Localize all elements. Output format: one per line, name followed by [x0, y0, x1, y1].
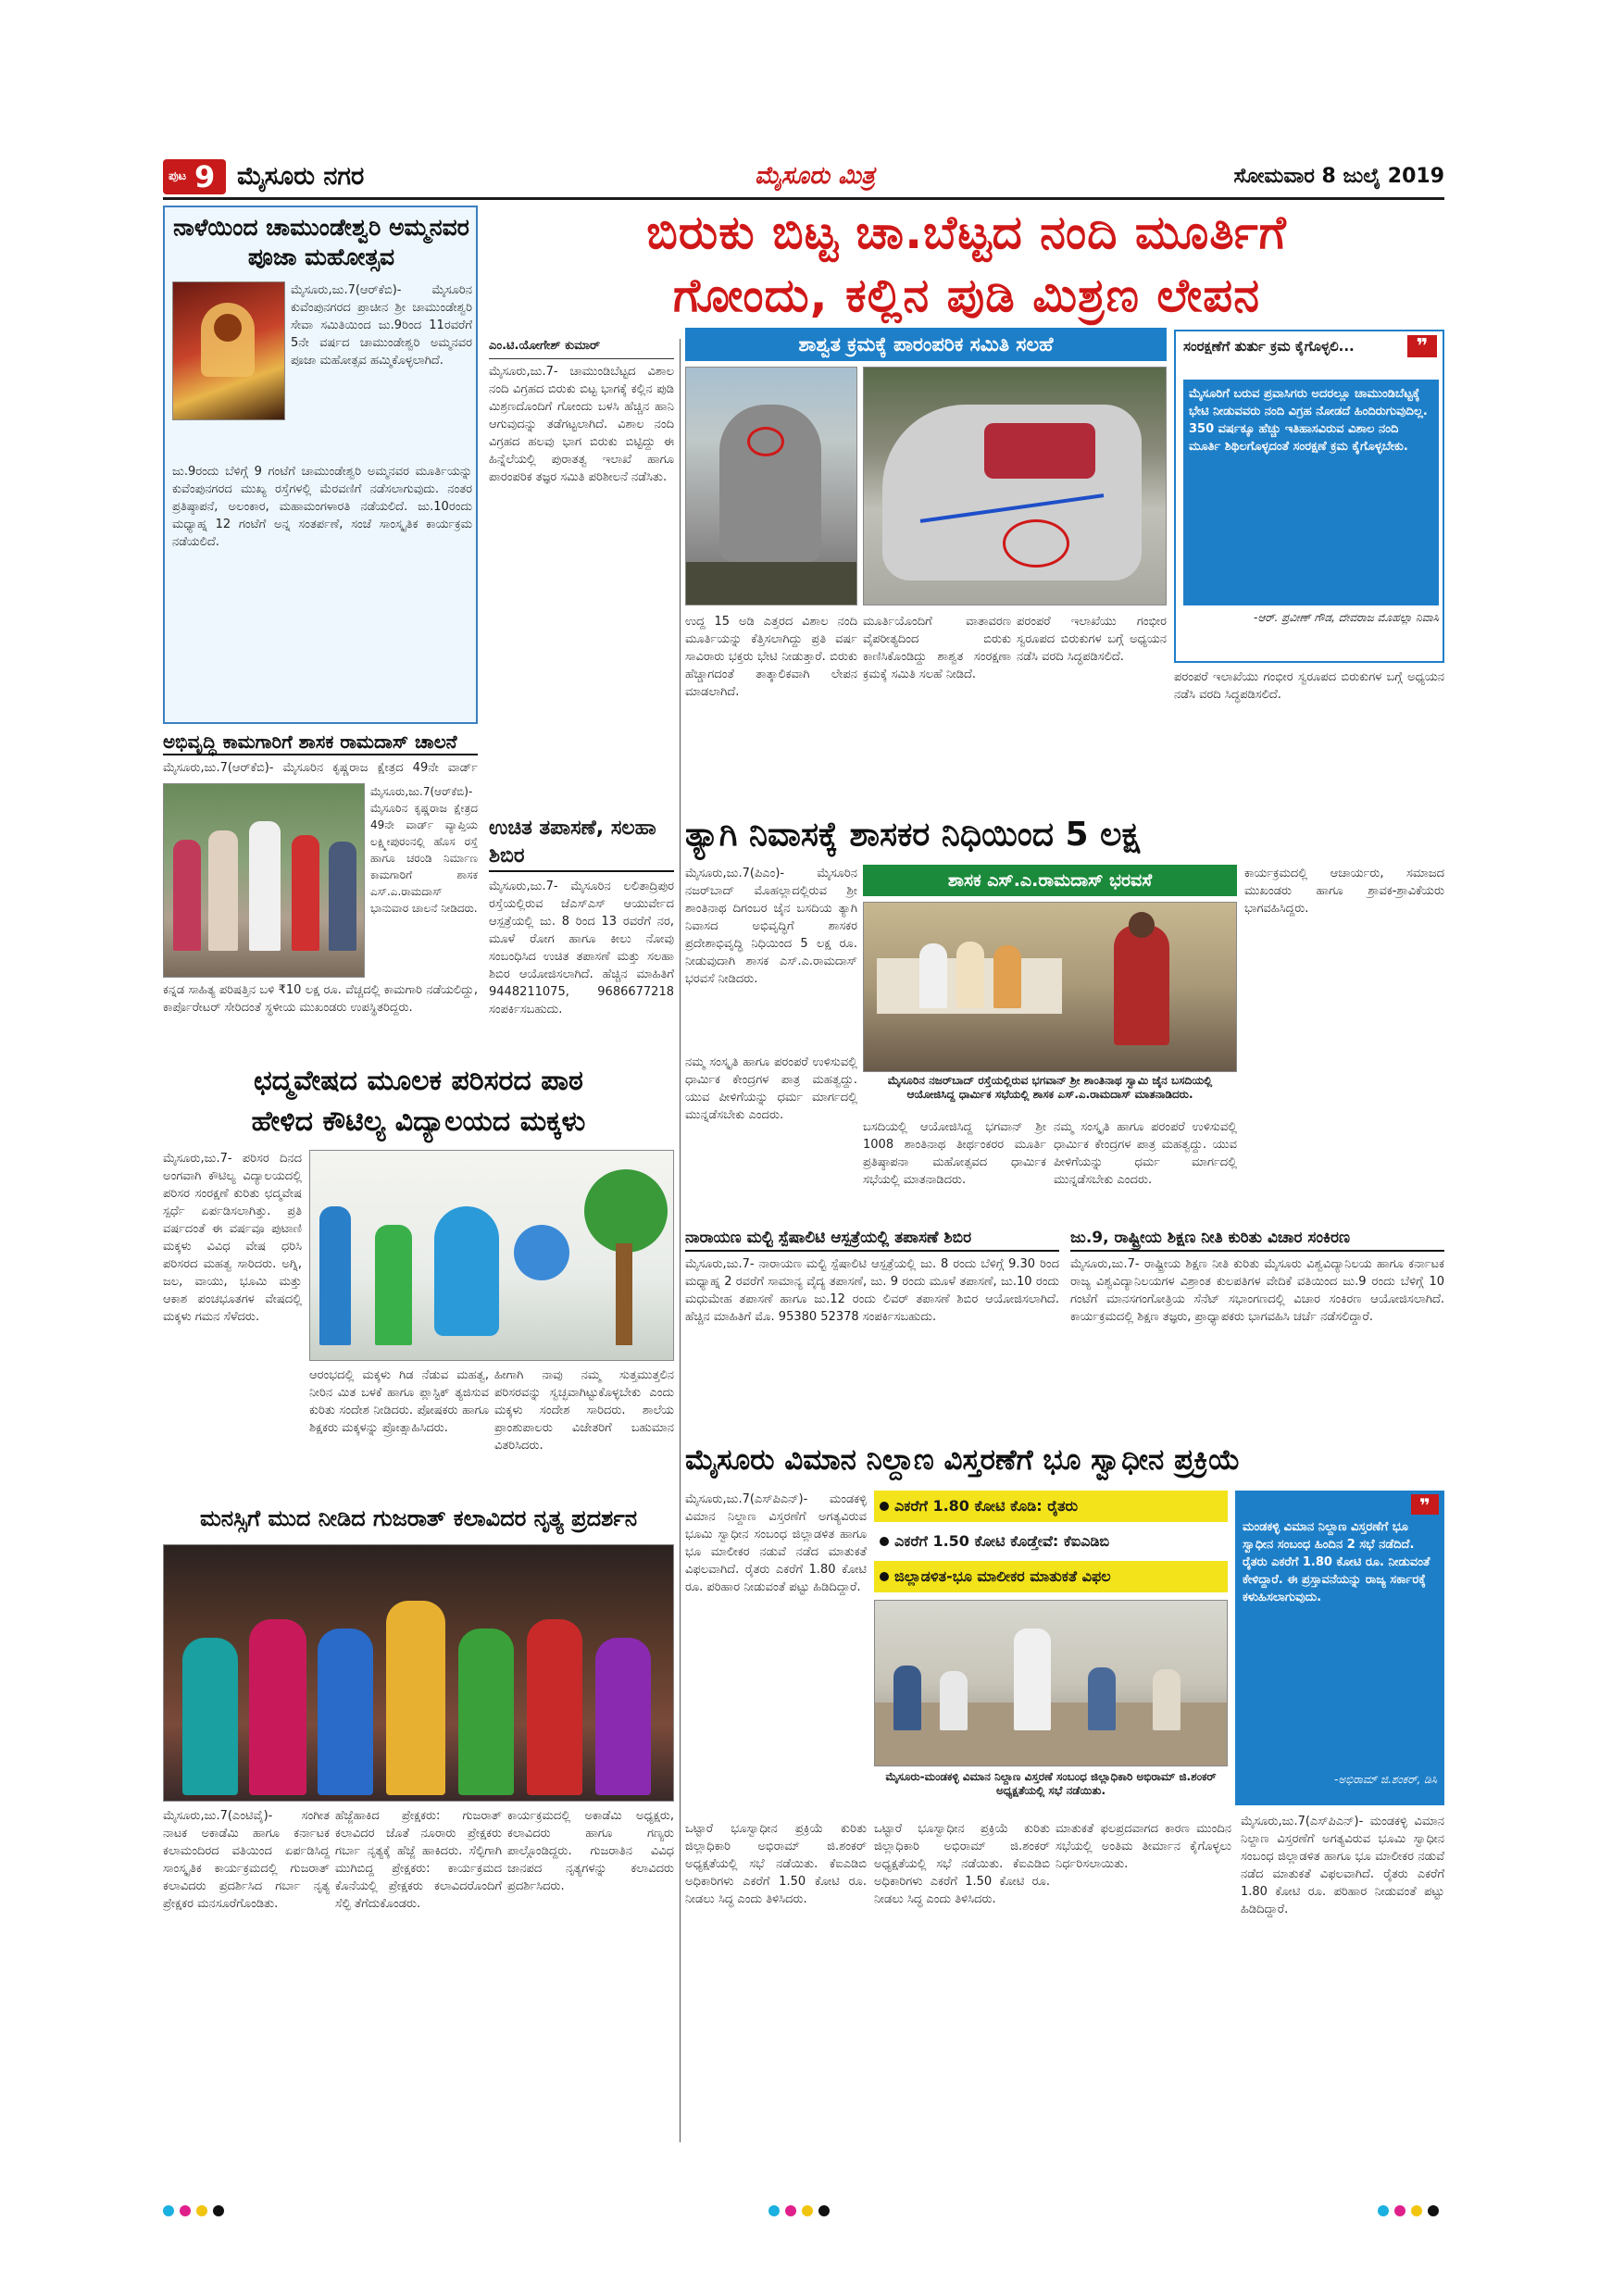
- airport-bullet-2: ಎಕರೆಗೆ 1.50 ಕೋಟಿ ಕೊಡ್ತೇವೆ: ಕೆಐಎಡಿಬಿ: [874, 1526, 1228, 1557]
- nandi-photo-2: [863, 367, 1167, 605]
- pooja-headline: ನಾಳೆಯಿಂದ ಚಾಮುಂಡೇಶ್ವರಿ ಅಮ್ಮನವರ ಪೂಜಾ ಮಹೋತ್ಸವ: [173, 214, 469, 270]
- health-camp-body: ಮೈಸೂರು,ಜು.7- ಮೈಸೂರಿನ ಲಲಿತಾದ್ರಿಪುರ ರಸ್ತೆಯಲ್ಲಿರುವ ಜೆಎಸ್‌ಎಸ್ ಆಯುರ್ವೇದ ಆಸ್ಪತ್ರೆಯಲ್ಲಿ ಜು. 8 ರಿಂದ 13 ರವರೆಗೆ ನರ, ಮೂಳೆ ರೋಗ ಹಾಗೂ ಕೀಲು ನೋವು ಸಂಬಂಧಿಸಿದ ಉಚಿತ ತಪಾಸಣೆ ಮತ್ತು ಸಲಹಾ ಶಿಬಿರ ಆಯೋಜಿಸಲಾಗಿದೆ. ಹೆಚ್ಚಿನ ಮಾಹಿತಿಗೆ 9448211075, 9686677218 ಸಂಪರ್ಕಿಸಬಹುದು.: [489, 880, 674, 1017]
- tyagi-body-3: ನಮ್ಮ ಸಂಸ್ಕೃತಿ ಹಾಗೂ ಪರಂಪರೆ ಉಳಿಸುವಲ್ಲಿ ಧಾರ್ಮಿಕ ಕೇಂದ್ರಗಳ ಪಾತ್ರ ಮಹತ್ವದ್ದು. ಯುವ ಪೀಳಿಗೆಯನ್ನು ಧರ್ಮ ಮಾರ್ಗದಲ್ಲಿ ಮುನ್ನಡೆಸಬೇಕು ಎಂದರು.: [1054, 1120, 1237, 1187]
- gujarat-body-3: ಕಾರ್ಯಕ್ರಮದಲ್ಲಿ ಅಕಾಡೆಮಿ ಅಧ್ಯಕ್ಷರು, ಕಲಾವಿದರು ಹಾಗೂ ಗಣ್ಯರು ಪಾಲ್ಗೊಂಡಿದ್ದರು. ಗುಜರಾತಿನ ವಿವಿಧ ಜಾನಪದ ನೃತ್ಯಗಳನ್ನು ಕಲಾವಿದರು ಪ್ರದರ್ಶಿಸಿದರು.: [507, 1809, 674, 1893]
- kautilya-headline-2: ಹೇಳಿದ ಕೌಟಿಲ್ಯ ವಿದ್ಯಾಲಯದ ಮಕ್ಕಳು: [251, 1105, 586, 1138]
- tyagi-subhead: ಶಾಸಕ ಎಸ್.ಎ.ರಾಮದಾಸ್ ಭರವಸೆ: [863, 865, 1237, 896]
- lead-byline: ಎಂ.ಟಿ.ಯೋಗೇಶ್ ಕುಮಾರ್: [489, 339, 674, 359]
- lead-headline-1: ಬಿರುಕು ಬಿಟ್ಟ ಚಾ.ಬೆಟ್ಟದ ನಂದಿ ಮೂರ್ತಿಗೆ: [646, 206, 1287, 259]
- narayana-body: ಮೈಸೂರು,ಜು.7- ನಾರಾಯಣ ಮಲ್ಟಿ ಸ್ಪೆಷಾಲಿಟಿ ಆಸ್ಪತ್ರೆಯಲ್ಲಿ ಜು. 8 ರಂದು ಬೆಳಿಗ್ಗೆ 9.30 ರಿಂದ ಮಧ್ಯಾಹ್ನ 2 ರವರೆಗೆ ಸಾಮಾನ್ಯ ವೈದ್ಯ ತಪಾಸಣೆ, ಜು. 9 ರಂದು ಮೂಳೆ ತಪಾಸಣೆ, ಜು.10 ರಂದು ಮಧುಮೇಹ ತಪಾಸಣೆ ಹಾಗೂ ಜು.12 ರಂದು ಲಿವರ್ ತಪಾಸಣೆ ಶಿಬಿರ ಆಯೋಜಿಸಲಾಗಿದೆ. ಹೆಚ್ಚಿನ ಮಾಹಿತಿಗೆ ಮೊ. 95380 52378 ಸಂಪರ್ಕಿಸಬಹುದು.: [685, 1257, 1059, 1324]
- narayana-headline: ನಾರಾಯಣ ಮಲ್ಟಿ ಸ್ಪೆಷಾಲಿಟಿ ಆಸ್ಪತ್ರೆಯಲ್ಲಿ ತಪಾಸಣೆ ಶಿಬಿರ: [685, 1224, 1059, 1252]
- airport-bullet-1: ಎಕರೆಗೆ 1.80 ಕೋಟಿ ಕೊಡಿ: ರೈತರು: [874, 1491, 1228, 1522]
- registration-marks-right: [1378, 2205, 1452, 2218]
- works-body-2: ಕನ್ನಡ ಸಾಹಿತ್ಯ ಪರಿಷತ್ತಿನ ಬಳಿ ₹10 ಲಕ್ಷ ರೂ. ವೆಚ್ಚದಲ್ಲಿ ಕಾಮಗಾರಿ ನಡೆಯಲಿದ್ದು, ಕಾರ್ಪೊರೇಟರ್ ಸೇರಿದಂತೆ ಸ್ಥಳೀಯ ಮುಖಂಡರು ಉಪಸ್ಥಿತರಿದ್ದರು.: [163, 983, 478, 1015]
- quote-attribution: -ಆರ್. ಪ್ರವೀಣ್ ಗೌಡ, ದೇವರಾಜ ಮೊಹಲ್ಲಾ ನಿವಾಸಿ: [1254, 611, 1439, 624]
- works-body-1: ಮೈಸೂರು,ಜು.7(ಆರ್‌ಕೆಬಿ)- ಮೈಸೂರಿನ ಕೃಷ್ಣರಾಜ ಕ್ಷೇತ್ರದ 49ನೇ ವಾರ್ಡ್ ವ್ಯಾಪ್ತಿಯ ಲಕ್ಷ್ಮೀಪುರಂನಲ್ಲಿ ಹೊಸ ರಸ್ತೆ ಹಾಗೂ ಚರಂಡಿ ನಿರ್ಮಾಣ ಕಾಮಗಾರಿಗೆ ಶಾಸಕ ಎಸ್.ಎ.ರಾಮದಾಸ್ ಭಾನುವಾರ ಚಾಲನೆ ನೀಡಿದರು.: [370, 785, 478, 915]
- gujarat-photo: [163, 1544, 674, 1802]
- lead-body-1: ಮೈಸೂರು,ಜು.7- ಚಾಮುಂಡಿಬೆಟ್ಟದ ವಿಶಾಲ ನಂದಿ ವಿಗ್ರಹದ ಬಿರುಕು ಬಿಟ್ಟ ಭಾಗಕ್ಕೆ ಕಲ್ಲಿನ ಪುಡಿ ಮಿಶ್ರಣದೊಂದಿಗೆ ಗೋಂದು ಬಳಸಿ ಹೆಚ್ಚಿನ ಹಾನಿ ಆಗುವುದನ್ನು ತಡೆಗಟ್ಟಲಾಗಿದೆ. ವಿಶಾಲ ನಂದಿ ವಿಗ್ರಹದ ಹಲವು ಭಾಗ ಬಿರುಕು ಬಿಟ್ಟಿದ್ದು ಈ ಹಿನ್ನೆಲೆಯಲ್ಲಿ ಪುರಾತತ್ವ ಇಲಾಖೆ ಹಾಗೂ ಪಾರಂಪರಿಕ ತಜ್ಞರ ಸಮಿತಿ ಪರಿಶೀಲನೆ ನಡೆಸಿತು.: [489, 365, 674, 484]
- masthead-rule: [163, 197, 1444, 200]
- airport-body-1: ಮೈಸೂರು,ಜು.7(ಎಸ್‌ಪಿಎನ್)- ಮಂಡಕಳ್ಳಿ ವಿಮಾನ ನಿಲ್ದಾಣ ವಿಸ್ತರಣೆಗೆ ಅಗತ್ಯವಿರುವ ಭೂಮಿ ಸ್ವಾಧೀನ ಸಂಬಂಧ ಜಿಲ್ಲಾಡಳಿತ ಹಾಗೂ ಭೂ ಮಾಲೀಕರ ನಡುವೆ ನಡೆದ ಮಾತುಕತೆ ವಿಫಲವಾಗಿದೆ. ರೈತರು ಎಕರೆಗೆ 1.80 ಕೋಟಿ ರೂ. ಪರಿಹಾರ ನೀಡುವಂತೆ ಪಟ್ಟು ಹಿಡಿದಿದ್ದಾರೆ.: [685, 1492, 867, 1594]
- kautilya-body-1: ಮೈಸೂರು,ಜು.7- ಪರಿಸರ ದಿನದ ಅಂಗವಾಗಿ ಕೌಟಿಲ್ಯ ವಿದ್ಯಾಲಯದಲ್ಲಿ ಪರಿಸರ ಸಂರಕ್ಷಣೆ ಕುರಿತು ಛದ್ಮವೇಷ ಸ್ಪರ್ಧೆ ಏರ್ಪಡಿಸಲಾಗಿತ್ತು. ಪ್ರತಿ ವರ್ಷದಂತೆ ಈ ವರ್ಷವೂ ಪುಟಾಣಿ ಮಕ್ಕಳು ವಿವಿಧ ವೇಷ ಧರಿಸಿ ಪರಿಸರದ ಮಹತ್ವ ಸಾರಿದರು. ಅಗ್ನಿ, ಜಲ, ವಾಯು, ಭೂಮಿ ಮತ್ತು ಆಕಾಶ ಪಂಚಭೂತಗಳ ವೇಷದಲ್ಲಿ ಮಕ್ಕಳು ಗಮನ ಸೆಳೆದರು.: [163, 1152, 302, 1324]
- registration-marks-left: [163, 2205, 237, 2218]
- bullet-icon: [880, 1502, 889, 1511]
- airport-quote-attribution: -ಅಭಿರಾಮ್ ಜಿ.ಶಂಕರ್, ಡಿಸಿ: [1334, 1773, 1437, 1786]
- airport-bullets: [874, 1491, 1228, 1594]
- education-headline: ಜು.9, ರಾಷ್ಟ್ರೀಯ ಶಿಕ್ಷಣ ನೀತಿ ಕುರಿತು ವಿಚಾರ ಸಂಕಿರಣ: [1070, 1224, 1444, 1252]
- airport-body-4: ಮೈಸೂರು,ಜು.7(ಎಸ್‌ಪಿಎನ್)- ಮಂಡಕಳ್ಳಿ ವಿಮಾನ ನಿಲ್ದಾಣ ವಿಸ್ತರಣೆಗೆ ಅಗತ್ಯವಿರುವ ಭೂಮಿ ಸ್ವಾಧೀನ ಸಂಬಂಧ ಜಿಲ್ಲಾಡಳಿತ ಹಾಗೂ ಭೂ ಮಾಲೀಕರ ನಡುವೆ ನಡೆದ ಮಾತುಕತೆ ವಿಫಲವಾಗಿದೆ. ರೈತರು ಎಕರೆಗೆ 1.80 ಕೋಟಿ ರೂ. ಪರಿಹಾರ ನೀಡುವಂತೆ ಪಟ್ಟು ಹಿಡಿದಿದ್ದಾರೆ.: [1241, 1815, 1444, 1916]
- airport-body-1-cont: ಒಟ್ಟಾರೆ ಭೂಸ್ವಾಧೀನ ಪ್ರಕ್ರಿಯೆ ಕುರಿತು ಜಿಲ್ಲಾಧಿಕಾರಿ ಅಭಿರಾಮ್ ಜಿ.ಶಂಕರ್ ಅಧ್ಯಕ್ಷತೆಯಲ್ಲಿ ಸಭೆ ನಡೆಯಿತು. ಕೆಐಎಡಿಬಿ ಅಧಿಕಾರಿಗಳು ಎಕರೆಗೆ 1.50 ಕೋಟಿ ರೂ. ನೀಡಲು ಸಿದ್ಧ ಎಂದು ತಿಳಿಸಿದರು.: [685, 1822, 867, 1906]
- kautilya-photo: [309, 1150, 674, 1361]
- nandi-photo-1: [685, 367, 857, 605]
- gujarat-body-2: ಹೆಜ್ಜೆಹಾಕಿದ ಪ್ರೇಕ್ಷಕರು: ಗುಜರಾತ್ ಕಲಾವಿದರ ಜೊತೆ ನೂರಾರು ಪ್ರೇಕ್ಷಕರು ಗರ್ಬಾ ನೃತ್ಯಕ್ಕೆ ಹೆಜ್ಜೆ ಹಾಕಿದರು. ಸೆಲ್ಫಿಗಾಗಿ ಮುಗಿಬಿದ್ದ ಪ್ರೇಕ್ಷಕರು: ಕಾರ್ಯಕ್ರಮದ ಕೊನೆಯಲ್ಲಿ ಪ್ರೇಕ್ಷಕರು ಕಲಾವಿದರೊಂದಿಗೆ ಸೆಲ್ಫಿ ತೆಗೆದುಕೊಂಡರು.: [335, 1809, 502, 1911]
- lead-subhead: ಶಾಶ್ವತ ಕ್ರಮಕ್ಕೆ ಪಾರಂಪರಿಕ ಸಮಿತಿ ಸಲಹೆ: [685, 328, 1167, 361]
- lead-body-4: ಪರಂಪರೆ ಇಲಾಖೆಯು ಗಂಭೀರ ಸ್ವರೂಪದ ಬಿರುಕುಗಳ ಬಗ್ಗೆ ಅಧ್ಯಯನ ನಡೆಸಿ ವರದಿ ಸಿದ್ಧಪಡಿಸಲಿದೆ.: [1017, 615, 1167, 664]
- kautilya-body-3: ಹೀಗಾಗಿ ನಾವು ನಮ್ಮ ಸುತ್ತಮುತ್ತಲಿನ ಪರಿಸರವನ್ನು ಸ್ವಚ್ಛವಾಗಿಟ್ಟುಕೊಳ್ಳಬೇಕು ಎಂದು ಮಕ್ಕಳು ಸಂದೇಶ ಸಾರಿದರು. ಶಾಲೆಯ ಪ್ರಾಂಶುಪಾಲರು ವಿಜೇತರಿಗೆ ಬಹುಮಾನ ವಿತರಿಸಿದರು.: [494, 1368, 674, 1453]
- tyagi-body-2: ಬಸದಿಯಲ್ಲಿ ಆಯೋಜಿಸಿದ್ದ ಭಗವಾನ್ ಶ್ರೀ 1008 ಶಾಂತಿನಾಥ ತೀರ್ಥಂಕರರ ಮೂರ್ತಿ ಪ್ರತಿಷ್ಠಾಪನಾ ಮಹೋತ್ಸವದ ಧಾರ್ಮಿಕ ಸಭೆಯಲ್ಲಿ ಮಾತನಾಡಿದರು.: [863, 1120, 1046, 1187]
- lead-body-3: ಮೂರ್ತಿಯೊಂದಿಗೆ ವಾತಾವರಣ ವೈಪರೀತ್ಯದಿಂದ ಬಿರುಕು ಕಾಣಿಸಿಕೊಂಡಿದ್ದು ಶಾಶ್ವತ ಸಂರಕ್ಷಣಾ ಕ್ರಮಕ್ಕೆ ಸಮಿತಿ ಸಲಹೆ ನೀಡಿದೆ.: [863, 615, 1011, 681]
- issue-date: ಸೋಮವಾರ 8 ಜುಲೈ 2019: [1233, 165, 1444, 188]
- airport-body-2: ಒಟ್ಟಾರೆ ಭೂಸ್ವಾಧೀನ ಪ್ರಕ್ರಿಯೆ ಕುರಿತು ಜಿಲ್ಲಾಧಿಕಾರಿ ಅಭಿರಾಮ್ ಜಿ.ಶಂಕರ್ ಅಧ್ಯಕ್ಷತೆಯಲ್ಲಿ ಸಭೆ ನಡೆಯಿತು. ಕೆಐಎಡಿಬಿ ಅಧಿಕಾರಿಗಳು ಎಕರೆಗೆ 1.50 ಕೋಟಿ ರೂ. ನೀಡಲು ಸಿದ್ಧ ಎಂದು ತಿಳಿಸಿದರು.: [874, 1822, 1050, 1906]
- tyagi-photo: [863, 902, 1237, 1072]
- registration-marks-center: [768, 2205, 843, 2218]
- lead-body-4-cont: ಪರಂಪರೆ ಇಲಾಖೆಯು ಗಂಭೀರ ಸ್ವರೂಪದ ಬಿರುಕುಗಳ ಬಗ್ಗೆ ಅಧ್ಯಯನ ನಡೆಸಿ ವರದಿ ಸಿದ್ಧಪಡಿಸಲಿದೆ.: [1174, 670, 1444, 702]
- airport-bullet-3: ಜಿಲ್ಲಾಡಳಿತ-ಭೂ ಮಾಲೀಕರ ಮಾತುಕತೆ ವಿಫಲ: [874, 1561, 1228, 1592]
- airport-quote-box: [1235, 1491, 1444, 1805]
- bullet-icon: [880, 1572, 889, 1581]
- kautilya-headline-1: ಛದ್ಮವೇಷದ ಮೂಲಕ ಪರಿಸರದ ಪಾಠ: [254, 1065, 583, 1097]
- quote-mark-icon: ❞: [1407, 335, 1437, 357]
- tyagi-body-1-cont: ನಮ್ಮ ಸಂಸ್ಕೃತಿ ಹಾಗೂ ಪರಂಪರೆ ಉಳಿಸುವಲ್ಲಿ ಧಾರ್ಮಿಕ ಕೇಂದ್ರಗಳ ಪಾತ್ರ ಮಹತ್ವದ್ದು. ಯುವ ಪೀಳಿಗೆಯನ್ನು ಧರ್ಮ ಮಾರ್ಗದಲ್ಲಿ ಮುನ್ನಡೆಸಬೇಕು ಎಂದರು.: [685, 1055, 857, 1122]
- page-label: ಪುಟ: [169, 169, 187, 183]
- section-name: ಮೈಸೂರು ನಗರ: [237, 162, 365, 191]
- airport-caption: ಮೈಸೂರು-ಮಂಡಕಳ್ಳಿ ವಿಮಾನ ನಿಲ್ದಾಣ ವಿಸ್ತರಣೆ ಸಂಬಂಧ ಜಿಲ್ಲಾಧಿಕಾರಿ ಅಭಿರಾಮ್ ಜಿ.ಶಂಕರ್ ಅಧ್ಯಕ್ಷತೆಯಲ್ಲಿ ಸಭೆ ನಡೆಯಿತು.: [885, 1770, 1217, 1797]
- lead-body-2: ಉದ್ದ 15 ಅಡಿ ಎತ್ತರದ ವಿಶಾಲ ನಂದಿ ಮೂರ್ತಿಯನ್ನು ಕೆತ್ತಿಸಲಾಗಿದ್ದು ಪ್ರತಿ ವರ್ಷ ಸಾವಿರಾರು ಭಕ್ತರು ಭೇಟಿ ನೀಡುತ್ತಾರೆ. ಬಿರುಕು ಹೆಚ್ಚಾಗದಂತೆ ತಾತ್ಕಾಲಿಕವಾಗಿ ಲೇಪನ ಮಾಡಲಾಗಿದೆ.: [685, 615, 857, 699]
- pooja-body-1: ಮೈಸೂರು,ಜು.7(ಆರ್‌ಕೆಬಿ)- ಮೈಸೂರಿನ ಕುವೆಂಪುನಗರದ ಪ್ರಾಚೀನ ಶ್ರೀ ಚಾಮುಂಡೇಶ್ವರಿ ಸೇವಾ ಸಮಿತಿಯಿಂದ ಜು.9ರಿಂದ 11ರವರೆಗೆ 5ನೇ ವರ್ಷದ ಚಾಮುಂಡೇಶ್ವರಿ ಅಮ್ಮನವರ ಪೂಜಾ ಮಹೋತ್ಸವ ಹಮ್ಮಿಕೊಳ್ಳಲಾಗಿದೆ.: [291, 283, 472, 368]
- tyagi-body-1: ಮೈಸೂರು,ಜು.7(ಪಿಎಂ)- ಮೈಸೂರಿನ ನಜರ್‌ಬಾದ್ ಮೊಹಲ್ಲಾದಲ್ಲಿರುವ ಶ್ರೀ ಶಾಂತಿನಾಥ ದಿಗಂಬರ ಜೈನ ಬಸದಿಯ ತ್ಯಾಗಿ ನಿವಾಸದ ಅಭಿವೃದ್ಧಿಗೆ ಶಾಸಕರ ಪ್ರದೇಶಾಭಿವೃದ್ಧಿ ನಿಧಿಯಿಂದ 5 ಲಕ್ಷ ರೂ. ನೀಡುವುದಾಗಿ ಶಾಸಕ ಎಸ್.ಎ.ರಾಮದಾಸ್ ಭರವಸೆ ನೀಡಿದರು.: [685, 867, 857, 986]
- lead-quote-box: [1174, 330, 1444, 663]
- airport-photo: [874, 1600, 1228, 1766]
- tyagi-body-4: ಕಾರ್ಯಕ್ರಮದಲ್ಲಿ ಆಚಾರ್ಯರು, ಸಮಾಜದ ಮುಖಂಡರು ಹಾಗೂ ಶ್ರಾವಕ-ಶ್ರಾವಿಕೆಯರು ಭಾಗವಹಿಸಿದ್ದರು.: [1244, 867, 1444, 916]
- tyagi-headline: ತ್ಯಾಗಿ ನಿವಾಸಕ್ಕೆ ಶಾಸಕರ ನಿಧಿಯಿಂದ 5 ಲಕ್ಷ: [685, 816, 1140, 854]
- quote-mark-icon: ❞: [1411, 1494, 1439, 1515]
- goddess-photo: [172, 281, 285, 420]
- education-body: ಮೈಸೂರು,ಜು.7- ರಾಷ್ಟ್ರೀಯ ಶಿಕ್ಷಣ ನೀತಿ ಕುರಿತು ಮೈಸೂರು ವಿಶ್ವವಿದ್ಯಾನಿಲಯ ಹಾಗೂ ಕರ್ನಾಟಕ ರಾಜ್ಯ ವಿಶ್ವವಿದ್ಯಾನಿಲಯಗಳ ವಿಶ್ರಾಂತ ಕುಲಪತಿಗಳ ವೇದಿಕೆ ವತಿಯಿಂದ ಜು.9 ರಂದು ಬೆಳಿಗ್ಗೆ 10 ಗಂಟೆಗೆ ಮಾನಸಗಂಗೋತ್ರಿಯ ಸೆನೆಟ್ ಸಭಾಂಗಣದಲ್ಲಿ ವಿಚಾರ ಸಂಕಿರಣ ಆಯೋಜಿಸಲಾಗಿದೆ. ಕಾರ್ಯಕ್ರಮದಲ್ಲಿ ಶಿಕ್ಷಣ ತಜ್ಞರು, ಪ್ರಾಧ್ಯಾಪಕರು ಭಾಗವಹಿಸಿ ಚರ್ಚೆ ನಡೆಸಲಿದ್ದಾರೆ.: [1070, 1257, 1444, 1324]
- gujarat-body-1: ಮೈಸೂರು,ಜು.7(ಎಂಟಿವೈ)- ಸಂಗೀತ ನಾಟಕ ಅಕಾಡೆಮಿ ಹಾಗೂ ಕರ್ನಾಟಕ ಕಲಾಮಂದಿರದ ವತಿಯಿಂದ ಏರ್ಪಡಿಸಿದ್ದ ಸಾಂಸ್ಕೃತಿಕ ಕಾರ್ಯಕ್ರಮದಲ್ಲಿ ಗುಜರಾತ್ ಕಲಾವಿದರು ಪ್ರದರ್ಶಿಸಿದ ಗರ್ಬಾ ನೃತ್ಯ ಪ್ರೇಕ್ಷಕರ ಮನಸೂರೆಗೊಂಡಿತು.: [163, 1809, 330, 1911]
- gujarat-headline: ಮನಸ್ಸಿಗೆ ಮುದ ನೀಡಿದ ಗುಜರಾತ್ ಕಲಾವಿದರ ನೃತ್ಯ ಪ್ರದರ್ಶನ: [199, 1505, 638, 1531]
- quote-body: ಮೈಸೂರಿಗೆ ಬರುವ ಪ್ರವಾಸಿಗರು ಅದರಲ್ಲೂ ಚಾಮುಂಡಿಬೆಟ್ಟಕ್ಕೆ ಭೇಟಿ ನೀಡುವವರು ನಂದಿ ವಿಗ್ರಹ ನೋಡದೆ ಹಿಂದಿರುಗುವುದಿಲ್ಲ. 350 ವರ್ಷಕ್ಕೂ ಹೆಚ್ಚು ಇತಿಹಾಸವಿರುವ ವಿಶಾಲ ನಂದಿ ಮೂರ್ತಿ ಶಿಥಿಲಗೊಳ್ಳದಂತೆ ಸಂರಕ್ಷಣೆ ಕ್ರಮ ಕೈಗೊಳ್ಳಬೇಕು.: [1183, 380, 1439, 605]
- paper-name: ಮೈಸೂರು ಮಿತ್ರ: [755, 162, 875, 190]
- airport-headline: ಮೈಸೂರು ವಿಮಾನ ನಿಲ್ದಾಣ ವಿಸ್ತರಣೆಗೆ ಭೂ ಸ್ವಾಧೀನ ಪ್ರಕ್ರಿಯೆ: [685, 1443, 1241, 1477]
- works-headline: ಅಭಿವೃದ್ಧಿ ಕಾಮಗಾರಿಗೆ ಶಾಸಕ ರಾಮದಾಸ್ ಚಾಲನೆ: [163, 728, 478, 755]
- lead-headline-2: ಗೋಂದು, ಕಲ್ಲಿನ ಪುಡಿ ಮಿಶ್ರಣ ಲೇಪನ: [672, 268, 1261, 322]
- airport-quote-body: ಮಂಡಕಳ್ಳಿ ವಿಮಾನ ನಿಲ್ದಾಣ ವಿಸ್ತರಣೆಗೆ ಭೂ ಸ್ವಾಧೀನ ಸಂಬಂಧ ಹಿಂದಿನ 2 ಸಭೆ ನಡೆದಿದೆ. ರೈತರು ಎಕರೆಗೆ 1.80 ಕೋಟಿ ರೂ. ನೀಡುವಂತೆ ಕೇಳಿದ್ದಾರೆ. ಈ ಪ್ರಸ್ತಾವನೆಯನ್ನು ರಾಜ್ಯ ಸರ್ಕಾರಕ್ಕೆ ಕಳುಹಿಸಲಾಗುವುದು.: [1243, 1520, 1430, 1604]
- health-camp-headline: ಉಚಿತ ತಪಾಸಣೆ, ಸಲಹಾ ಶಿಬಿರ: [489, 815, 674, 872]
- tyagi-caption: ಮೈಸೂರಿನ ನಜರ್‌ಬಾದ್ ರಸ್ತೆಯಲ್ಲಿರುವ ಭಗವಾನ್ ಶ್ರೀ ಶಾಂತಿನಾಥ ಸ್ವಾಮಿ ಜೈನ ಬಸದಿಯಲ್ಲಿ ಆಯೋಜಿಸಿದ್ದ ಧಾರ್ಮಿಕ ಸಭೆಯಲ್ಲಿ ಶಾಸಕ ಎಸ್.ಎ.ರಾಮದಾಸ್ ಮಾತನಾಡಿದರು.: [887, 1074, 1213, 1101]
- bullet-icon: [880, 1537, 889, 1546]
- pooja-body-2: ಜು.9ರಂದು ಬೆಳಿಗ್ಗೆ 9 ಗಂಟೆಗೆ ಚಾಮುಂಡೇಶ್ವರಿ ಅಮ್ಮನವರ ಮೂರ್ತಿಯನ್ನು ಕುವೆಂಪುನಗರದ ಮುಖ್ಯ ರಸ್ತೆಗಳಲ್ಲಿ ಮೆರವಣಿಗೆ ನಡೆಸಲಾಗುವುದು. ನಂತರ ಪ್ರತಿಷ್ಠಾಪನೆ, ಅಲಂಕಾರ, ಮಹಾಮಂಗಳಾರತಿ ನಡೆಯಲಿದೆ. ಜು.10ರಂದು ಮಧ್ಯಾಹ್ನ 12 ಗಂಟೆಗೆ ಅನ್ನ ಸಂತರ್ಪಣೆ, ಸಂಜೆ ಸಾಂಸ್ಕೃತಿಕ ಕಾರ್ಯಕ್ರಮ ನಡೆಯಲಿದೆ.: [172, 465, 472, 549]
- page-number: 9: [194, 159, 216, 194]
- page-number-badge: [163, 159, 226, 194]
- airport-body-3: ಮಾತುಕತೆ ಫಲಪ್ರದವಾಗದ ಕಾರಣ ಮುಂದಿನ ಸಭೆಯಲ್ಲಿ ಅಂತಿಮ ತೀರ್ಮಾನ ಕೈಗೊಳ್ಳಲು ನಿರ್ಧರಿಸಲಾಯಿತು.: [1056, 1822, 1231, 1871]
- works-photo: [163, 783, 365, 978]
- kautilya-body-2: ಆರಂಭದಲ್ಲಿ ಮಕ್ಕಳು ಗಿಡ ನೆಡುವ ಮಹತ್ವ, ನೀರಿನ ಮಿತ ಬಳಕೆ ಹಾಗೂ ಪ್ಲಾಸ್ಟಿಕ್ ತ್ಯಜಿಸುವ ಕುರಿತು ಸಂದೇಶ ನೀಡಿದರು. ಪೋಷಕರು ಹಾಗೂ ಶಿಕ್ಷಕರು ಮಕ್ಕಳನ್ನು ಪ್ರೋತ್ಸಾಹಿಸಿದರು.: [309, 1368, 489, 1435]
- pooja-article: [163, 206, 478, 724]
- works-body-1-top: ಮೈಸೂರು,ಜು.7(ಆರ್‌ಕೆಬಿ)- ಮೈಸೂರಿನ ಕೃಷ್ಣರಾಜ ಕ್ಷೇತ್ರದ 49ನೇ ವಾರ್ಡ್: [163, 761, 478, 775]
- column-divider: [680, 339, 681, 2142]
- quote-title: ಸಂರಕ್ಷಣೆಗೆ ತುರ್ತು ಕ್ರಮ ಕೈಗೊಳ್ಳಲಿ...: [1183, 338, 1355, 355]
